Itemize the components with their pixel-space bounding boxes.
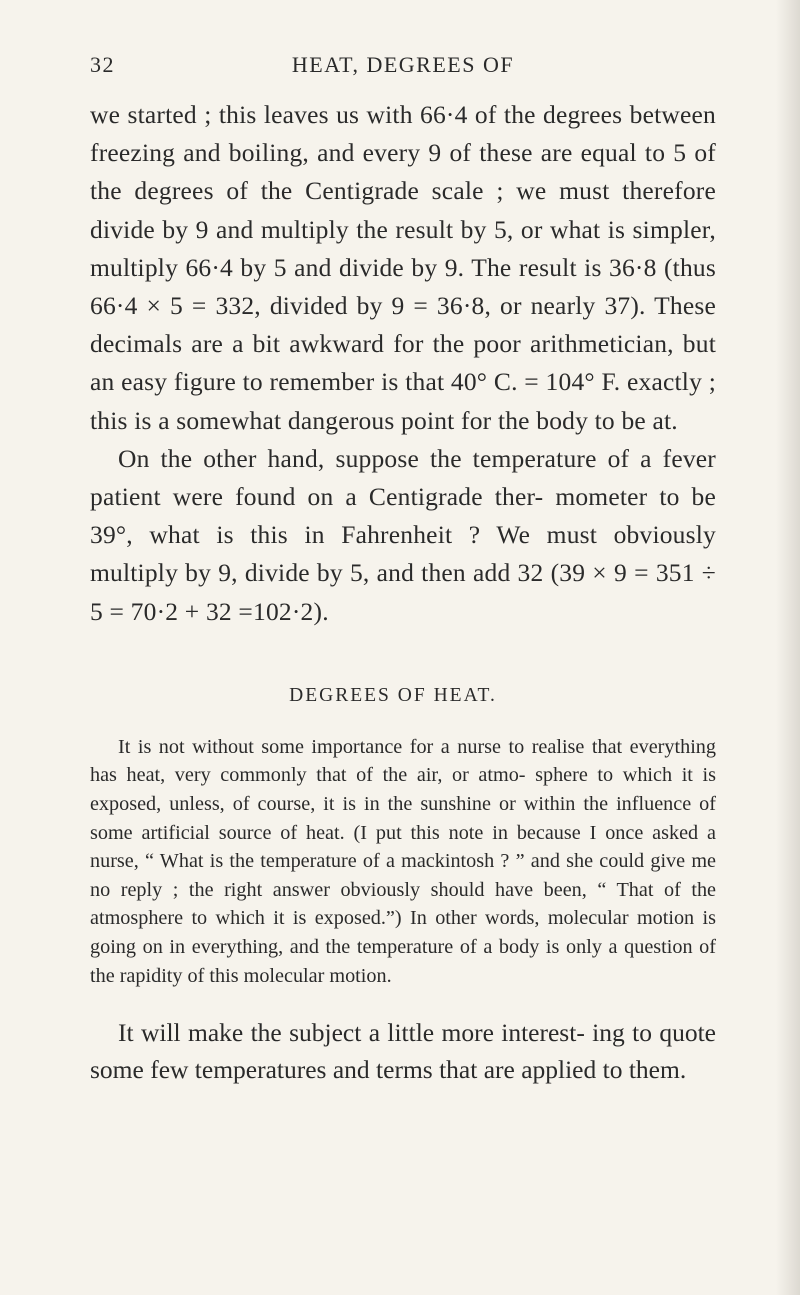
body-text <box>90 96 716 631</box>
running-head <box>90 40 716 82</box>
note-paragraph: It is not without some importance for a nurse to realise that everything has heat, very commonly that of the air, or atmo- sphere to which it is exposed, unless, of course, it is in the sunshine or within the influence of some artificial source of heat. (I put this note in because I once asked a nurse, “ What is the temperature of a mackintosh ? ” and she could give me no reply ; the right answer obviously should have been, “ That of the atmosphere to which it is exposed.”) In other words, molecular motion is going on in everything, and the temperature of a body is only a question of the rapidity of this molecular motion. <box>90 735 716 987</box>
page-number: 32 <box>90 52 115 77</box>
section-heading: DEGREES OF HEAT. <box>289 684 497 706</box>
section-note <box>90 733 716 990</box>
book-page <box>90 40 716 1088</box>
closing-paragraph: It will make the subject a little more interest- ing to quote some few temperatures and terms that are applied to them. <box>90 1018 716 1085</box>
running-title: HEAT, DEGREES OF <box>291 52 515 77</box>
paragraph-fever-example: On the other hand, suppose the temperature of a fever patient were found on a Centigrade ther- mometer to be 39°, what is this in Fahrenheit ? We must obviously multiply by 9, divide by 5, and then add 32 (39 × 9 = 351 ÷ 5 = 70·2 + 32 =102·2). <box>90 443 716 626</box>
closing-text <box>90 1014 716 1088</box>
paragraph-continued: we started ; this leaves us with 66·4 of the degrees between freezing and boiling, and every 9 of these are equal to 5 of the degrees of the Centigrade scale ; we must therefore divide by 9 and multiply the result by 5, or what is simpler, multiply 66·4 by 5 and divide by 9. The result is 36·8 (thus 66·4 × 5 = 332, divided by 9 = 36·8, or nearly 37). These decimals are a bit awkward for the poor arithmetician, but an easy figure to remember is that 40° C. = 104° F. exactly ; this is a somewhat dangerous point for the body to be at. <box>90 100 716 435</box>
page-edge-shadow <box>776 0 800 1295</box>
